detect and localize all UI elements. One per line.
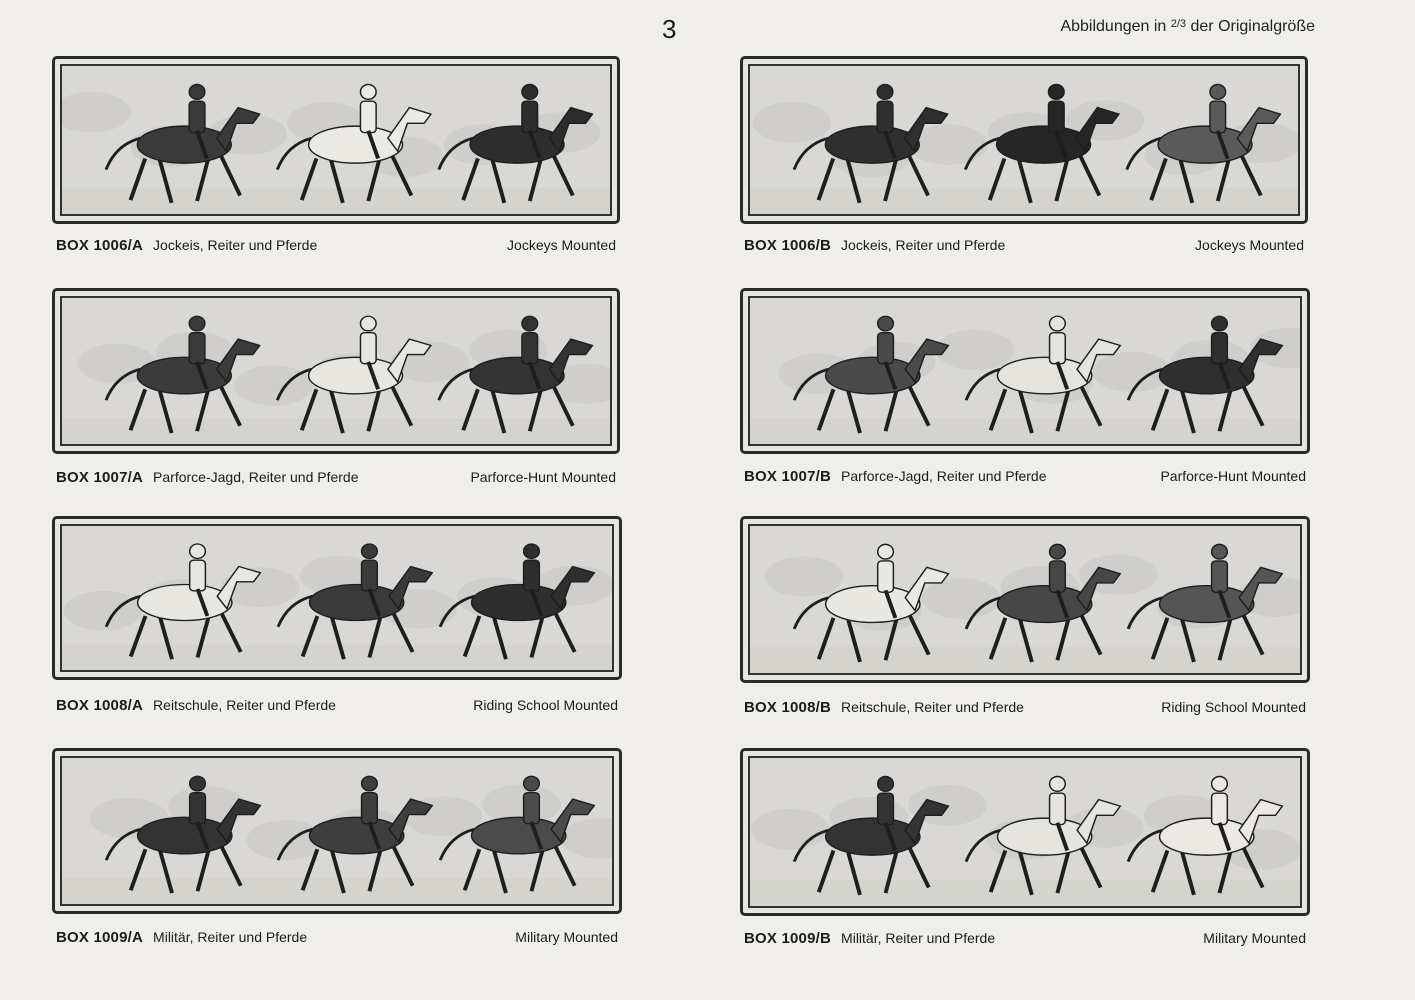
box-code: BOX 1008/A: [56, 697, 144, 714]
box-code: BOX 1008/B: [744, 699, 832, 716]
box-panel-1007b: [740, 288, 1310, 488]
horse-figures-illustration: [750, 526, 1300, 673]
illustration-frame: [740, 288, 1310, 454]
box-panel-1006b: [740, 56, 1308, 256]
box-panel-1008a: [52, 516, 622, 716]
box-code: BOX 1007/A: [56, 469, 144, 486]
box-code: BOX 1007/B: [744, 468, 832, 485]
horse-rider-figure: [1128, 316, 1282, 433]
horse-figures-illustration: [62, 66, 610, 214]
box-caption: [744, 699, 1306, 719]
box-title-en: Jockeys Mounted: [507, 237, 616, 253]
horse-figures-illustration: [750, 298, 1300, 444]
box-code: BOX 1009/A: [56, 929, 144, 946]
illustration-frame: [740, 748, 1310, 916]
horse-figures-illustration: [62, 526, 612, 670]
box-title-en: Parforce-Hunt Mounted: [470, 469, 616, 485]
box-title-de: Militär, Reiter und Pferde: [841, 930, 996, 946]
box-title-de: Jockeis, Reiter und Pferde: [841, 237, 1006, 253]
horse-figures-illustration: [750, 66, 1298, 214]
scale-suffix: der Originalgröße: [1186, 18, 1315, 35]
box-code: BOX 1006/B: [744, 237, 832, 254]
horse-figures-illustration: [62, 298, 610, 444]
box-title-en: Riding School Mounted: [1161, 699, 1306, 715]
box-title-de: Reitschule, Reiter und Pferde: [153, 697, 336, 713]
box-title-en: Military Mounted: [1203, 930, 1306, 946]
box-code: BOX 1006/A: [56, 237, 144, 254]
box-code: BOX 1009/B: [744, 930, 832, 947]
box-title-de: Reitschule, Reiter und Pferde: [841, 699, 1024, 715]
box-panel-1009b: [740, 748, 1310, 948]
horse-figures-illustration: [750, 758, 1300, 906]
box-panel-1006a: [52, 56, 620, 256]
box-caption: [56, 697, 618, 717]
box-title-en: Military Mounted: [515, 929, 618, 945]
horse-figures-illustration: [62, 758, 612, 904]
illustration-frame: [52, 516, 622, 680]
box-title-en: Parforce-Hunt Mounted: [1160, 468, 1306, 484]
horse-rider-figure: [278, 776, 432, 893]
box-title-de: Parforce-Jagd, Reiter und Pferde: [841, 468, 1047, 484]
box-panel-1009a: [52, 748, 622, 948]
box-caption: [744, 237, 1304, 257]
illustration-frame: [740, 516, 1310, 683]
scale-prefix: Abbildungen in: [1060, 18, 1171, 35]
box-caption: [56, 929, 618, 949]
box-title-de: Militär, Reiter und Pferde: [153, 929, 308, 945]
page-number: 3: [662, 14, 677, 44]
box-caption: [56, 469, 616, 489]
illustration-frame: [52, 288, 620, 454]
illustration-frame: [740, 56, 1308, 224]
illustration-frame: [52, 56, 620, 224]
box-caption: [744, 468, 1306, 488]
scale-note: [1060, 18, 1315, 36]
box-caption: [56, 237, 616, 257]
box-panel-1007a: [52, 288, 620, 488]
box-caption: [744, 930, 1306, 950]
box-panel-1008b: [740, 516, 1310, 716]
box-title-de: Jockeis, Reiter und Pferde: [153, 237, 318, 253]
box-title-en: Riding School Mounted: [473, 697, 618, 713]
illustration-frame: [52, 748, 622, 914]
box-title-en: Jockeys Mounted: [1195, 237, 1304, 253]
box-title-de: Parforce-Jagd, Reiter und Pferde: [153, 469, 359, 485]
scale-fraction: 2/3: [1170, 18, 1187, 30]
